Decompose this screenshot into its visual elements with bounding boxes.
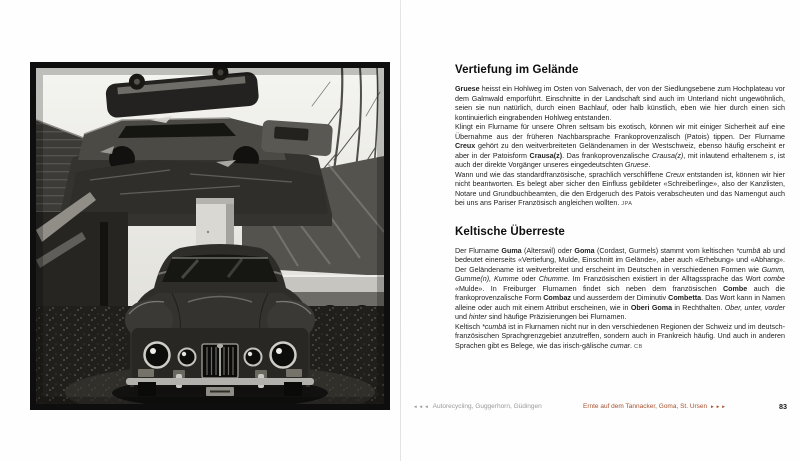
page-spine-divider [400, 0, 401, 461]
paragraph: Keltisch *cumbā ist in Flurnamen nicht nur in den verschiedenen Regionen der Schweiz und im deutsch-französischen Sprachgrenzgebiet anzutreffen, sondern auch in Frankreich häufig. Und auch in anderen Sprachen gibt es Belege, wie das irisch-gälische cumar. CB [455, 322, 785, 350]
photo-caption-next [583, 403, 727, 410]
photo-caption-previous [413, 403, 542, 410]
paragraph: Klingt ein Flurname für unsere Ohren seltsam bis exotisch, können wir mit einiger Sicherheit auf eine Übernahme aus der früheren Nachbarsprache Frankoprovenzalisch (Patois) tippen. Der Flurname Creux gehört zu den weitverbreiteten Geländenamen in der Westschweiz, ebenso häufig erscheint er aber in der Patoisform Crausa(z). Das frankoprovenzalische Crausa(z), mit inlautend erhaltenem s, ist auch der direkte Vorgänger unseres eingedeutschten Gruese. [455, 123, 785, 169]
paragraph: Gruese heisst ein Hohlweg im Osten von Salvenach, der von der Siedlungsebene zum Hochplateau vor dem Galmwald emporführt. Einschnitte in der Landschaft sind auch im Unterland nicht ungewöhnlich, seien sie nun natürlich, durch einen Bachlauf, oder halb künstlich, eben wie hier durch einen sich kontinuierlich eingrabenden Hohlweg entstanden. [455, 85, 785, 122]
paragraph: Wann und wie das standardfranzösische, sprachlich verschliffene Creux entstanden ist, können wir hier nicht beantworten. Es belegt aber sicher den Einfluss gebildeter «Schreiberlinge», also der Kanzlisten, Notare und Grundbuchbeamten, die den Erdgeruch des Patois verabscheuten und das Namengut auch bei uns ans Pariser Französisch angleichen wollten. JPA [455, 170, 785, 207]
prev-photo-arrows-icon: ◄◄◄ [413, 403, 430, 409]
paragraph: Der Flurname Guma (Alterswil) oder Goma (Cordast, Gurmels) stammt vom keltischen *cumbā ab und bedeutet einerseits «Vertiefung, Mulde, Einschnitt im Gelände», aber auch «Erhebung» und «Abhang». Der Geländename ist weitverbreitet und erscheint im Deutschen in verschiedenen Formen wie Gumm, Gumme(n), Kumme oder Chumme. Im Französischen existiert in der Alltagssprache das Wort combe «Mulde». In Freiburger Flurnamen findet sich neben dem französischen Combe auch die frankoprovenzalische Form Combaz und ausserdem der Diminutiv Combetta. Das Wort kann in Namen alleine oder auch mit einem Attribut erscheinen, wie in Oberi Goma in Rechthalten. Ober, unter, vorder und hinter sind häufige Präzisierungen bei Flurnamen. [455, 246, 786, 321]
page-number: 83 [779, 402, 787, 411]
article-column [455, 64, 785, 352]
scrapyard-photo [30, 62, 390, 410]
photo-caption-next-label: Ernte auf dem Tannacker, Goma, St. Ursen [583, 403, 708, 410]
section-heading: Keltische Überreste [455, 225, 565, 238]
page-footer [400, 403, 800, 417]
section-keltische-ueberreste [455, 226, 785, 353]
section-heading: Vertiefung im Gelände [455, 64, 579, 76]
next-photo-arrows-icon: ►►► [710, 403, 727, 409]
photo-caption-previous-label: Autorecycling, Guggerhorn, Güdingen [432, 403, 542, 410]
section-vertiefung-im-gelaende [455, 64, 785, 210]
scrapyard-photo-art [30, 62, 390, 410]
